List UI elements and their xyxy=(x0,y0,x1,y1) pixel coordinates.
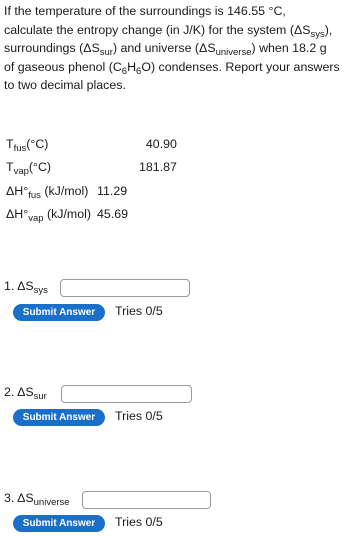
table-row xyxy=(6,132,177,156)
subscript: sur xyxy=(99,47,113,59)
tries-counter: Tries 0/5 xyxy=(115,409,163,423)
subscript: 6 xyxy=(136,65,142,77)
table-row xyxy=(6,156,177,180)
answer-part-sys xyxy=(4,276,344,326)
answer-part-universe xyxy=(4,488,344,536)
question-line-text: ) and universe (ΔS xyxy=(112,41,216,56)
question-line-text: ), xyxy=(324,22,333,37)
constant-label: $\Delta H^\circ_{vap}$ (kJ/mol) xyxy=(6,207,92,225)
question-line-text: ) when 18.2 g xyxy=(251,41,327,56)
answer-input-sys[interactable] xyxy=(60,279,190,297)
constant-value: 181.87 xyxy=(139,160,177,175)
constant-label: $T_{fus}(^\circ C)$ xyxy=(6,136,49,154)
answer-part-sur xyxy=(4,382,344,432)
question-line-text: O) condenses. Report your answers xyxy=(141,59,340,74)
constants-table xyxy=(6,132,177,226)
tries-counter: Tries 0/5 xyxy=(115,515,163,529)
subscript: sys xyxy=(310,28,325,40)
question-line-text: H xyxy=(127,59,137,74)
table-row xyxy=(6,179,177,203)
question-line-text: If the temperature of the surroundings is 146.55 °C, xyxy=(4,4,286,18)
subscript: 6 xyxy=(121,65,128,77)
submit-answer-button[interactable]: Submit Answer xyxy=(13,409,105,426)
submit-answer-button[interactable]: Submit Answer xyxy=(13,304,105,321)
question-line xyxy=(4,39,348,58)
part-label: 3. $\Delta S_{universe}$ xyxy=(4,491,70,508)
question-line-text: surroundings (ΔS xyxy=(4,41,100,56)
answer-input-sur[interactable] xyxy=(61,385,192,403)
constant-value: 11.29 xyxy=(97,183,128,198)
constant-value: 40.90 xyxy=(145,136,177,151)
constant-value: 45.69 xyxy=(97,207,129,222)
question-text xyxy=(4,2,348,95)
table-row xyxy=(6,203,177,227)
part-label: 1. $\Delta S_{sys}$ xyxy=(4,279,48,296)
question-line xyxy=(4,58,348,77)
answer-input-universe[interactable] xyxy=(82,491,211,509)
constant-label: $T_{vap}(^\circ C)$ xyxy=(6,160,52,178)
question-line-text: calculate the entropy change (in J/K) for the system (ΔS xyxy=(4,22,311,37)
question-line xyxy=(4,2,348,21)
submit-answer-button[interactable]: Submit Answer xyxy=(13,515,105,532)
part-label: 2. $\Delta S_{sur}$ xyxy=(4,385,47,402)
subscript: universe xyxy=(215,47,252,59)
question-line-text: of gaseous phenol (C xyxy=(4,59,122,74)
question-line-text: to two decimal places. xyxy=(4,78,126,93)
constant-label: $\Delta H^\circ_{fus}$ (kJ/mol) xyxy=(6,183,89,201)
question-line xyxy=(4,76,348,95)
tries-counter: Tries 0/5 xyxy=(115,304,163,318)
question-line xyxy=(4,21,348,40)
